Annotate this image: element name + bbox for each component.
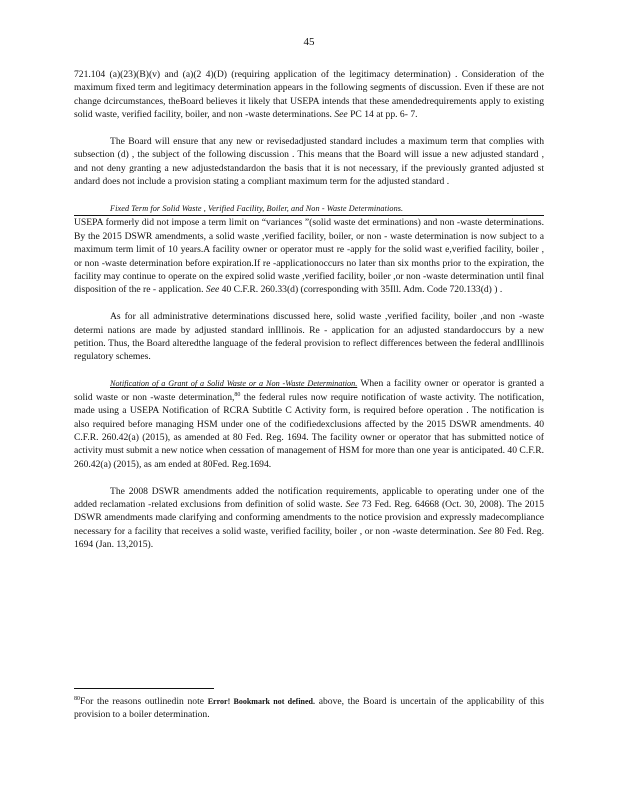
see-signal: See bbox=[334, 109, 348, 121]
footnote-text-b: above, the Board is uncertain of the applicability of this provision to a boiler determination. bbox=[74, 696, 545, 721]
bookmark-error: Error! Bookmark not defined. bbox=[207, 697, 316, 706]
paragraph-5 bbox=[74, 377, 544, 471]
page-number: 45 bbox=[303, 36, 315, 48]
footnote-divider bbox=[74, 688, 214, 689]
footnote-text-a: For the reasons outlinedin note bbox=[80, 696, 205, 707]
heading-text: Fixed Term for Solid Waste , Verified Facility, Boiler, and Non - Waste Determinations. bbox=[74, 202, 544, 216]
footnote-reference[interactable]: 80 bbox=[234, 391, 241, 398]
paragraph-6-text-c: 80 Fed. Reg. 1694 (Jan. 13,2015). bbox=[74, 525, 544, 551]
paragraph-1-text: 721.104 (a)(23)(B)(v) and (a)(2 4)(D) (requiring application of the legitimacy determination) . Consideration of the maximum fixed term and legitimacy determination appears in the following segments of discussion. Even if these are not change dcircumstances, theBoard believes it likely that USEPA intends that these amendedrequirements apply to existing solid waste, verified facility, boiler, and non -waste determinations. bbox=[74, 69, 544, 121]
citation: PC 14 at pp. 6- 7. bbox=[350, 109, 418, 121]
citation: 40 C.F.R. 260.33(d) (corresponding with 35Ill. Adm. Code 720.133(d) ) . bbox=[221, 284, 503, 296]
paragraph-5-text-a: When a facility owner or operator is granted a solid waste or non -waste determination, bbox=[74, 378, 544, 403]
footnote-80 bbox=[74, 695, 544, 722]
paragraph-6 bbox=[74, 485, 544, 552]
see-signal: See bbox=[345, 498, 359, 510]
paragraph-3-text: USEPA formerly did not impose a term limit on “variances ”(solid waste det erminations) and non -waste determinations. By the 2015 DSWR amendments, a solid waste ,verified facility, boiler, or non - waste determination is now subject to a maximum term limit of 10 years.A facility owner or operator must re -apply for the solid wast e,verified facility, boiler , or non -waste determination before expiration.If re -applicationoccurs no later than six months prior to the expiration, the facility may continue to operate on the expired solid waste ,verified facility, boiler ,or non -waste determination until final disposition of the re - application. bbox=[74, 217, 544, 296]
paragraph-3 bbox=[74, 216, 544, 296]
paragraph-6-text-b: 73 Fed. Reg. 64668 (Oct. 30, 2008). The 2015 DSWR amendments made clarifying and conforming amendments to the notice provision and expressly madecompliance necessary for a facility that receives a solid waste, verified facility, boiler , or non -waste determination. bbox=[74, 498, 545, 537]
footnote-number: 80 bbox=[74, 695, 80, 702]
paragraph-5-text-b: the federal rules now require notification of waste activity. The notification, made using a USEPA Notification of RCRA Subtitle C Activity form, is required before operation . The notification is also required before managing HSM under one of the codifiedexclusions affected by the 2015 DSWR amendments. 40 C.F.R. 260.42(a) (2015), as amended at 80 Fed. Reg. 1694. The facility owner or operator that has submitted notice of activity must submit a new notice when cessation of management of HSM for more than one year is anticipated. 40 C.F.R. 260.42(a) (2015), as am ended at 80Fed. Reg.1694. bbox=[74, 391, 544, 470]
see-signal: See bbox=[478, 525, 492, 537]
paragraph-1 bbox=[74, 68, 544, 122]
heading-notification: Notification of a Grant of a Solid Waste or a Non -Waste Determination. bbox=[110, 379, 358, 389]
paragraph-4: As for all administrative determinations discussed here, solid waste ,verified facility, boiler ,and non -waste determi nations are made by adjusted standard inIllinois. Re - application for an adjusted standardoccurs by a new petition. Thus, the Board alteredthe language of the federal provision to reflect differences between the federal andIllinois regulatory schemes. bbox=[74, 311, 544, 363]
paragraph-6-text-a: The 2008 DSWR amendments added the notification requirements, applicable to operating under one of the added reclamation -related exclusions from definition of solid waste. bbox=[74, 485, 544, 510]
paragraph-2: The Board will ensure that any new or revisedadjusted standard includes a maximum term that complies with subsection (d) , the subject of the following discussion . This means that the Board will issue a new adjusted standard , and not deny granting a new adjustedstandardon the basis that it is not necessary, if the previously granted adjusted st andard does not include a provision stating a compliant maximum term for the adjusted standard . bbox=[74, 136, 544, 188]
section-heading-fixed-term bbox=[74, 202, 544, 216]
see-signal: See bbox=[205, 284, 220, 296]
page-body bbox=[74, 68, 544, 565]
